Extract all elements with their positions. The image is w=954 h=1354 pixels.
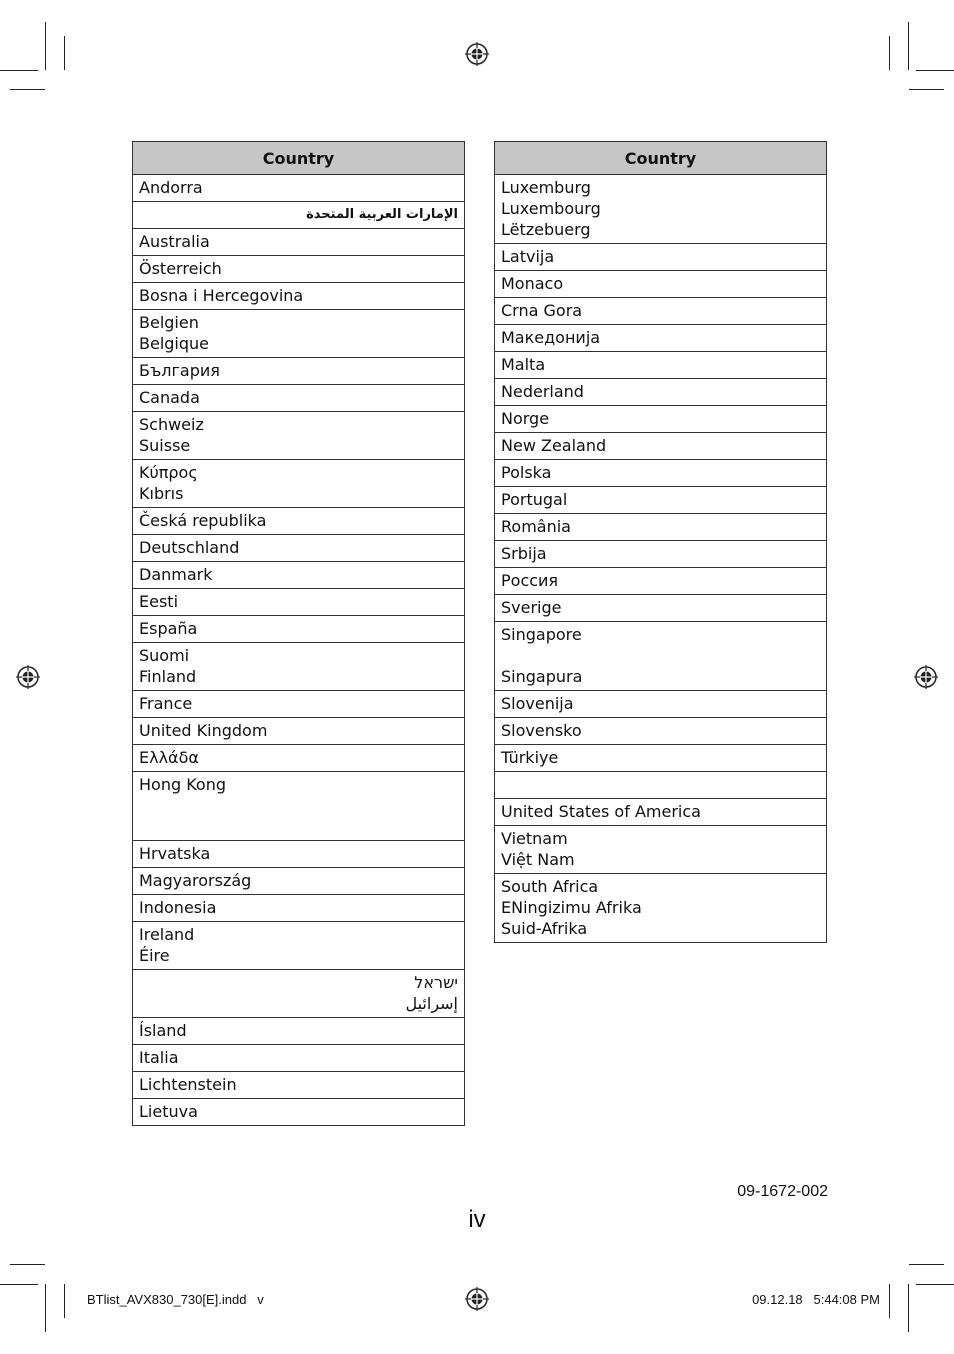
column-header-country: Country <box>495 142 827 175</box>
table-row <box>133 745 465 772</box>
country-cell <box>495 568 827 595</box>
table-row <box>495 244 827 271</box>
country-cell <box>495 352 827 379</box>
document-number: 09-1672-002 <box>737 1183 828 1200</box>
table-row <box>133 412 465 460</box>
country-name: România <box>501 517 571 536</box>
crop-mark <box>10 1264 45 1265</box>
country-name <box>501 774 820 795</box>
country-name: United Kingdom <box>139 721 268 740</box>
table-row <box>495 541 827 568</box>
country-name: България <box>139 361 220 380</box>
country-name: Slovensko <box>501 721 582 740</box>
country-name: Belgique <box>139 334 210 353</box>
country-name: Türkiye <box>501 748 559 767</box>
crop-mark <box>10 89 45 90</box>
country-cell <box>133 1018 465 1045</box>
country-name: Česká republika <box>139 511 267 530</box>
country-cell <box>495 745 827 772</box>
country-cell <box>495 298 827 325</box>
table-row <box>133 718 465 745</box>
table-row <box>133 895 465 922</box>
crop-mark <box>909 89 944 90</box>
country-cell <box>495 595 827 622</box>
table-row <box>495 745 827 772</box>
country-cell <box>133 589 465 616</box>
country-cell <box>133 718 465 745</box>
country-cell <box>495 460 827 487</box>
country-name: Κύπρος <box>139 463 198 482</box>
country-name: Suisse <box>139 436 191 455</box>
country-name: Nederland <box>501 382 584 401</box>
country-name: Ísland <box>139 1021 187 1040</box>
table-row <box>133 691 465 718</box>
country-name: Danmark <box>139 565 213 584</box>
country-name: Suomi <box>139 646 190 665</box>
table-row <box>495 487 827 514</box>
table-row <box>495 379 827 406</box>
table-row <box>133 589 465 616</box>
table-row <box>495 622 827 691</box>
table-row <box>133 283 465 310</box>
crop-mark <box>64 1284 65 1318</box>
country-name: Österreich <box>139 259 222 278</box>
country-cell <box>133 562 465 589</box>
country-table-left <box>132 141 465 1126</box>
country-name: ENingizimu Afrika <box>501 898 642 917</box>
country-name: España <box>139 619 198 638</box>
country-name: Malta <box>501 355 546 374</box>
country-name: Singapore <box>501 625 582 644</box>
country-name: Norge <box>501 409 550 428</box>
table-row <box>133 358 465 385</box>
country-cell <box>133 745 465 772</box>
country-name: Sverige <box>501 598 562 617</box>
table-row <box>495 325 827 352</box>
country-cell <box>133 385 465 412</box>
country-cell <box>133 868 465 895</box>
registration-mark-icon <box>465 42 489 66</box>
country-name: ישראל <box>414 973 458 992</box>
country-name: Lëtzebuerg <box>501 220 591 239</box>
table-row <box>133 772 465 841</box>
table-row <box>133 1018 465 1045</box>
crop-mark <box>908 1284 909 1332</box>
table-row <box>495 271 827 298</box>
country-name: Hrvatska <box>139 844 211 863</box>
country-cell <box>495 772 827 799</box>
crop-mark <box>0 70 38 71</box>
crop-mark <box>916 70 954 71</box>
table-row <box>495 595 827 622</box>
table-row <box>495 691 827 718</box>
country-cell <box>495 874 827 943</box>
table-row <box>133 460 465 508</box>
country-cell <box>133 358 465 385</box>
country-cell <box>133 691 465 718</box>
country-name: Monaco <box>501 274 564 293</box>
country-name: Canada <box>139 388 200 407</box>
country-cell <box>495 433 827 460</box>
slug-filename: BTlist_AVX830_730[E].indd v <box>87 1292 264 1307</box>
country-cell <box>133 1045 465 1072</box>
country-name <box>139 795 458 816</box>
table-row <box>133 229 465 256</box>
country-name: Éire <box>139 946 170 965</box>
country-cell <box>495 379 827 406</box>
country-cell <box>495 691 827 718</box>
country-name: Vietnam <box>501 829 568 848</box>
country-name: Latvija <box>501 247 555 266</box>
crop-mark <box>0 1284 38 1285</box>
country-cell <box>133 202 465 229</box>
table-row <box>133 256 465 283</box>
table-row <box>495 406 827 433</box>
column-header-country: Country <box>133 142 465 175</box>
country-name: Việt Nam <box>501 850 575 869</box>
country-cell <box>133 310 465 358</box>
crop-mark <box>889 36 890 70</box>
crop-mark <box>909 1264 944 1265</box>
country-cell <box>133 1072 465 1099</box>
country-cell <box>495 271 827 298</box>
country-name: Eesti <box>139 592 179 611</box>
table-row <box>495 298 827 325</box>
slug-datetime: 09.12.18 5:44:08 PM <box>752 1292 880 1307</box>
country-name: South Africa <box>501 877 599 896</box>
country-name: Suid-Afrika <box>501 919 588 938</box>
country-cell <box>495 799 827 826</box>
country-name: Slovenija <box>501 694 574 713</box>
table-row <box>495 568 827 595</box>
country-name: Luxemburg <box>501 178 591 197</box>
country-name: Ελλάδα <box>139 748 199 767</box>
country-cell <box>133 922 465 970</box>
country-name: New Zealand <box>501 436 607 455</box>
registration-mark-icon <box>914 665 938 689</box>
country-name: Polska <box>501 463 552 482</box>
country-cell <box>133 841 465 868</box>
country-name: Andorra <box>139 178 203 197</box>
table-row <box>133 535 465 562</box>
country-name <box>501 645 820 666</box>
crop-mark <box>45 22 46 70</box>
country-name: France <box>139 694 193 713</box>
country-name: Srbija <box>501 544 547 563</box>
country-name: Magyarország <box>139 871 252 890</box>
country-cell <box>495 175 827 244</box>
table-row <box>133 508 465 535</box>
country-cell <box>495 487 827 514</box>
country-cell <box>133 1099 465 1126</box>
country-cell <box>133 283 465 310</box>
table-row <box>495 433 827 460</box>
table-row <box>495 826 827 874</box>
country-name: الإمارات العربية المتحدة <box>306 207 458 222</box>
table-row <box>133 202 465 229</box>
table-row <box>495 175 827 244</box>
country-cell <box>133 175 465 202</box>
country-name: Bosna i Hercegovina <box>139 286 304 305</box>
table-row <box>133 970 465 1018</box>
country-name: Македонија <box>501 328 601 347</box>
country-name: Portugal <box>501 490 568 509</box>
country-cell <box>133 412 465 460</box>
table-row <box>495 352 827 379</box>
country-cell <box>133 229 465 256</box>
country-cell <box>133 895 465 922</box>
table-row <box>133 643 465 691</box>
country-name: Indonesia <box>139 898 217 917</box>
country-name: Deutschland <box>139 538 240 557</box>
table-row <box>133 841 465 868</box>
country-name: Schweiz <box>139 415 204 434</box>
country-cell <box>133 970 465 1018</box>
country-name: Россия <box>501 571 559 590</box>
country-name: Ireland <box>139 925 195 944</box>
country-name: Lichtenstein <box>139 1075 237 1094</box>
table-row <box>495 718 827 745</box>
country-name: Luxembourg <box>501 199 601 218</box>
country-cell <box>495 718 827 745</box>
country-cell <box>133 460 465 508</box>
table-row <box>133 310 465 358</box>
country-cell <box>495 541 827 568</box>
country-cell <box>133 643 465 691</box>
country-cell <box>495 244 827 271</box>
crop-mark <box>64 36 65 70</box>
country-cell <box>133 772 465 841</box>
country-name: إسرائيل <box>405 994 458 1013</box>
registration-mark-icon <box>16 665 40 689</box>
country-cell <box>495 826 827 874</box>
country-cell <box>495 514 827 541</box>
country-name: Lietuva <box>139 1102 198 1121</box>
table-row <box>495 460 827 487</box>
table-row <box>495 514 827 541</box>
country-table-right <box>494 141 827 943</box>
country-name: Crna Gora <box>501 301 583 320</box>
country-cell <box>495 325 827 352</box>
crop-mark <box>45 1284 46 1332</box>
country-name: Australia <box>139 232 210 251</box>
table-row <box>133 1099 465 1126</box>
country-cell <box>133 508 465 535</box>
table-row <box>133 1072 465 1099</box>
country-name: Hong Kong <box>139 775 226 794</box>
country-name <box>139 816 458 837</box>
country-cell <box>133 616 465 643</box>
country-name: Singapura <box>501 667 583 686</box>
country-cell <box>495 406 827 433</box>
table-row <box>495 772 827 799</box>
country-name: Kıbrıs <box>139 484 184 503</box>
table-row <box>133 562 465 589</box>
country-name: United States of America <box>501 802 701 821</box>
registration-mark-icon <box>465 1287 489 1311</box>
country-name: Belgien <box>139 313 199 332</box>
table-row <box>133 385 465 412</box>
table-row <box>495 874 827 943</box>
country-name: Finland <box>139 667 197 686</box>
country-name: Italia <box>139 1048 179 1067</box>
country-cell <box>495 622 827 691</box>
table-row <box>133 175 465 202</box>
table-row <box>133 1045 465 1072</box>
crop-mark <box>889 1284 890 1318</box>
table-row <box>495 799 827 826</box>
crop-mark <box>916 1284 954 1285</box>
table-row <box>133 922 465 970</box>
country-cell <box>133 535 465 562</box>
crop-mark <box>908 22 909 70</box>
page-number: iv <box>468 1206 486 1233</box>
table-row <box>133 868 465 895</box>
table-row <box>133 616 465 643</box>
country-cell <box>133 256 465 283</box>
